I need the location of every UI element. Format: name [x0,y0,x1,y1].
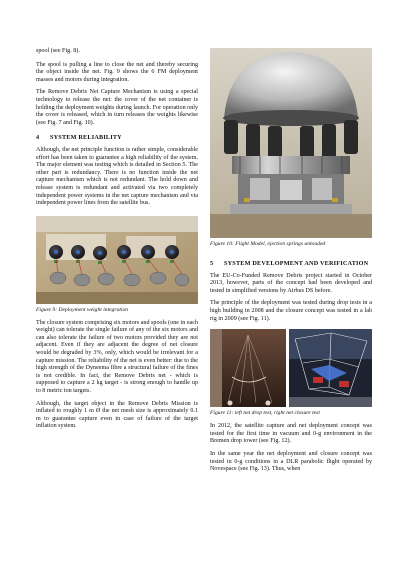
section-heading [36,134,198,142]
net-drop-test-photo [210,329,286,407]
section-number: 5 [210,260,214,267]
right-column [210,48,372,479]
paragraph: Although, the target object in the Remove Debris Mission is inflated to roughly 1 m Ø the net mesh size is approximately 0.1 m to guarantee capture even in case of failure of the target inflation system. [36,400,198,430]
section-title: SYSTEM RELIABILITY [50,134,122,142]
paragraph: In 2012, the satellite capture and net deployment concept was tested for the first time in vacuum and 0-g environment in the Bremen drop tower (see Fig. 12). [210,423,372,445]
section-heading [210,260,372,268]
paragraph: The EU-Co-Funded Remove Debris project started in October 2013, however, parts of the concept had been developed and tested in simplified versions by Airbus DS before. [210,272,372,294]
left-column [36,48,198,436]
figure-11-caption: Figure 11: left net drop test, right net closure test [210,410,320,417]
paragraph: The spool is pulling a line to close the net and thereby securing the object inside the net. Fig. 9 shows the 6 FM deployment masses and motors during integration. [36,61,198,83]
deployment-weights-photo [36,216,198,304]
paragraph: spool (see Fig. 8). [36,48,80,54]
flight-model-photo [210,48,372,238]
paragraph: The closure system comprising six motors and spools (one in each weight) can tolerate the single failure of any of the six motors and can also tolerate the failure of two motors provided they are not adjacent. Even if they are adjacent the degree of net closure would be degraded by 3%, only, which would be irrelevant for a capture mission. The reliability of the net is even better: due to the high strength of the Dyneema fibre a structural failure of the fines is not credible. In fact, the Remove Debris net - which is supposed to capture a 2 kg target - is strong enough to handle up to 8 metric ton targets. [36,319,198,395]
paragraph: The principle of the deployment was tested during drop tests in a high building in 2008 and the closure concept was tested in a lab rig in 2009 (see Fig. 11). [210,300,372,322]
figure-11-image [210,329,372,407]
paragraph: Although, the net principle function is rather simple, considerable effort has been taken to guarantee a high reliability of the system. The major element was testing which is detailed in Section 5. The other part is redundancy. There is no function inside the net capture mechanism which is not redundant. The hold down and release system is redundant and activated via two completely independent power systems in the net capture mechanism and via independent power lines from the satellite bus. [36,146,198,207]
section-title: SYSTEM DEVELOPMENT AND VERIFICATION [224,260,369,267]
section-number: 4 [36,134,40,142]
figure-9-caption: Figure 9: Deployment weight integration [36,306,129,313]
figure-10-caption: Figure 10: Flight Model, ejection springs unloaded [210,241,326,247]
paragraph: In the same year the net deployment and closure concept was tested in 0-g conditions in a DLR parabolic flight operated by Novespace (see Fig. 13). Thus, when [210,450,372,473]
net-closure-test-photo [289,329,372,407]
figure-9-image [36,216,198,304]
paragraph: The Remove Debris Net Capture Mechanism is using a special technology to release the net: the cover of the net container is holding the deployment weights during launch. For operation only the cover is released, which in turn releases the weights likewise (see Fig. 7 and Fig. 10). [36,89,198,126]
figure-10-image [210,48,372,238]
